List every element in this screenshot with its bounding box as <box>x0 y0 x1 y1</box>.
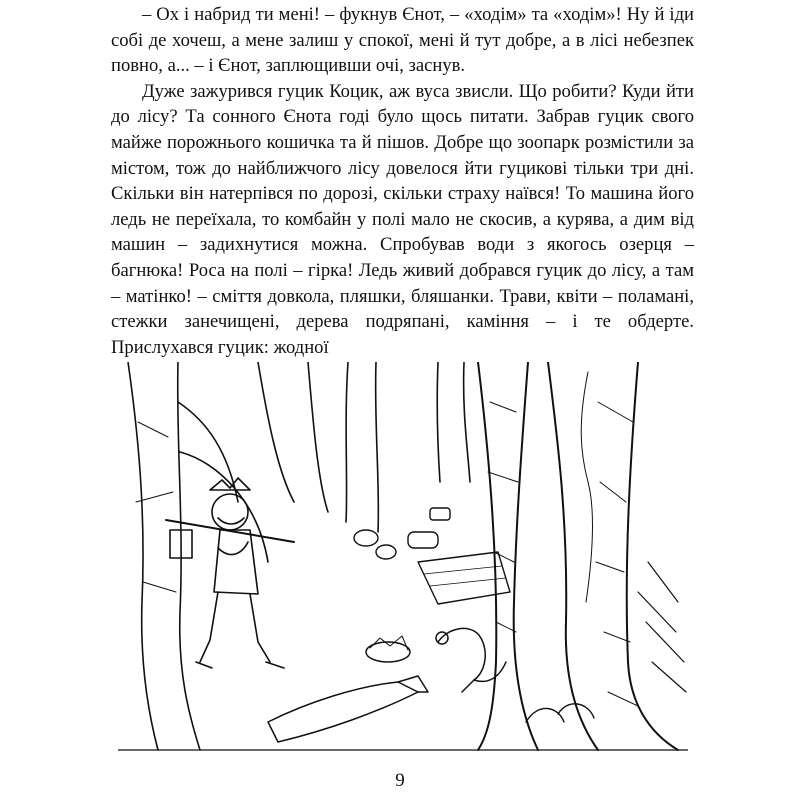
paragraph-2: Дуже зажурився гуцик Коцик, аж вуса звисли. Що робити? Куди йти до лісу? Та сонного Єнота годі було щось питати. Забрав гуцик свого майже порожнього кошичка та й пішов. Добре що зоопарк розмістили за містом, тож до найближчого лісу довелося йти гуцикові тільки три дні. Скільки він натерпівся по дорозі, скільки страху наївся! То машина його ледь не переїхала, то комбайн у полі мало не скосив, а курява, а дим від машин – задихнутися можна. Спробував води з якогось озерця – багнюка! Роса на полі – гірка! Ледь живий добрався гуцик до лісу, а там – матінко! – сміття довкола, пляшки, бляшанки. Трави, квіти – поламані, стежки занечищені, дерева подряпані, каміння – і те обдерте. Прислухався гуцик: жодної <box>111 80 694 358</box>
paragraph-1: – Ох і набрид ти мені! – фукнув Єнот, – «ходім» та «ходім»! Ну й іди собі де хочеш, а мене залиш у спокої, мені й тут добре, а в лісі небезпек повно, а... – і Єнот, заплющивши очі, заснув. <box>111 4 694 77</box>
trash-pile <box>354 508 510 604</box>
gutsyk-character <box>166 478 294 668</box>
story-text <box>111 2 694 360</box>
page-number: 9 <box>395 770 405 791</box>
foreground-litter <box>268 636 428 742</box>
forest-illustration <box>118 362 688 754</box>
